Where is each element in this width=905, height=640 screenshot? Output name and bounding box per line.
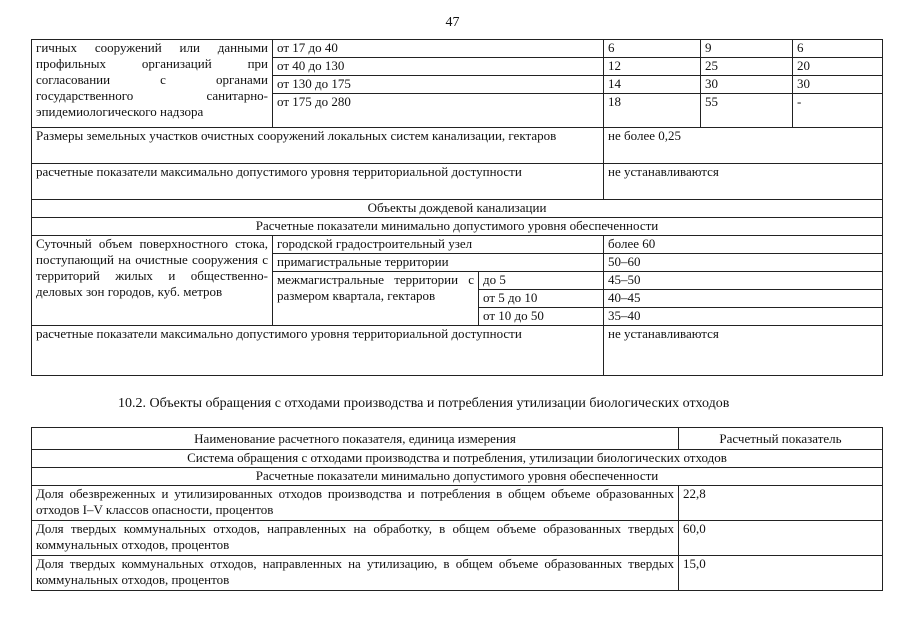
range-cell: от 175 до 280	[273, 94, 604, 128]
quarter-value-cell: 45–50	[604, 272, 883, 290]
quarter-value-cell: 35–40	[604, 308, 883, 326]
table-row	[32, 164, 883, 200]
indicator-value: 22,8	[679, 486, 883, 521]
value-cell: 9	[701, 40, 793, 58]
value-cell: 6	[604, 40, 701, 58]
accessibility-label: расчетные показатели максимально допустимого уровня территориальной доступности	[32, 326, 604, 376]
section-heading: 10.2. Объекты обращения с отходами производства и потребления утилизации биологических отходов	[118, 396, 730, 411]
value-cell: -	[793, 94, 883, 128]
urban-node-label: городской градостроительный узел	[273, 236, 604, 254]
table-row	[32, 468, 883, 486]
table-row	[32, 428, 883, 450]
main-territories-value: 50–60	[604, 254, 883, 272]
value-cell: 30	[793, 76, 883, 94]
value-cell: 14	[604, 76, 701, 94]
page-number: 47	[445, 15, 460, 30]
value-cell: 25	[701, 58, 793, 76]
inter-main-label: межмагистральные территории с размером квартала, гектаров	[273, 272, 479, 326]
table-row	[32, 40, 883, 58]
value-cell: 30	[701, 76, 793, 94]
system-title: Система обращения с отходами производства и потребления, утилизации биологических отходов	[32, 450, 883, 468]
table-row	[32, 556, 883, 591]
value-cell: 12	[604, 58, 701, 76]
quarter-size-cell: до 5	[479, 272, 604, 290]
table-row	[32, 326, 883, 376]
waste-indicators-table	[31, 427, 883, 591]
quarter-size-cell: от 5 до 10	[479, 290, 604, 308]
indicator-value: 15,0	[679, 556, 883, 591]
table-row	[32, 450, 883, 468]
column-header-value: Расчетный показатель	[679, 428, 883, 450]
wastewater-indicators-table	[31, 39, 883, 376]
main-territories-label: примагистральные территории	[273, 254, 604, 272]
indicator-value: 60,0	[679, 521, 883, 556]
table-row	[32, 128, 883, 164]
continued-label-cell: гичных сооружений или данными профильных организаций при согласовании с органами государственного санитарно-эпидемиологического надзора	[32, 40, 273, 128]
subsection-title: Расчетные показатели минимально допустимого уровня обеспеченности	[32, 468, 883, 486]
accessibility-value: не устанавливаются	[604, 164, 883, 200]
land-size-value: не более 0,25	[604, 128, 883, 164]
column-header-name: Наименование расчетного показателя, единица измерения	[32, 428, 679, 450]
table-row	[32, 521, 883, 556]
range-cell: от 130 до 175	[273, 76, 604, 94]
value-cell: 55	[701, 94, 793, 128]
indicator-label: Доля обезвреженных и утилизированных отходов производства и потребления в общем объеме образованных отходов I–V классов опасности, процентов	[32, 486, 679, 521]
value-cell: 18	[604, 94, 701, 128]
value-cell: 20	[793, 58, 883, 76]
table-row	[32, 218, 883, 236]
range-cell: от 17 до 40	[273, 40, 604, 58]
runoff-label: Суточный объем поверхностного стока, поступающий на очистные сооружения с территорий жилых и общественно-деловых зон городов, куб. метров	[32, 236, 273, 326]
quarter-size-cell: от 10 до 50	[479, 308, 604, 326]
table-row	[32, 200, 883, 218]
table-row	[32, 236, 883, 254]
range-cell: от 40 до 130	[273, 58, 604, 76]
table-row	[32, 486, 883, 521]
indicator-label: Доля твердых коммунальных отходов, направленных на обработку, в общем объеме образованных твердых коммунальных отходов, процентов	[32, 521, 679, 556]
quarter-value-cell: 40–45	[604, 290, 883, 308]
section-title: Объекты дождевой канализации	[32, 200, 883, 218]
value-cell: 6	[793, 40, 883, 58]
accessibility-label: расчетные показатели максимально допустимого уровня территориальной доступности	[32, 164, 604, 200]
subsection-title: Расчетные показатели минимально допустимого уровня обеспеченности	[32, 218, 883, 236]
indicator-label: Доля твердых коммунальных отходов, направленных на утилизацию, в общем объеме образованных твердых коммунальных отходов, процентов	[32, 556, 679, 591]
land-size-label: Размеры земельных участков очистных сооружений локальных систем канализации, гектаров	[32, 128, 604, 164]
urban-node-value: более 60	[604, 236, 883, 254]
accessibility-value: не устанавливаются	[604, 326, 883, 376]
